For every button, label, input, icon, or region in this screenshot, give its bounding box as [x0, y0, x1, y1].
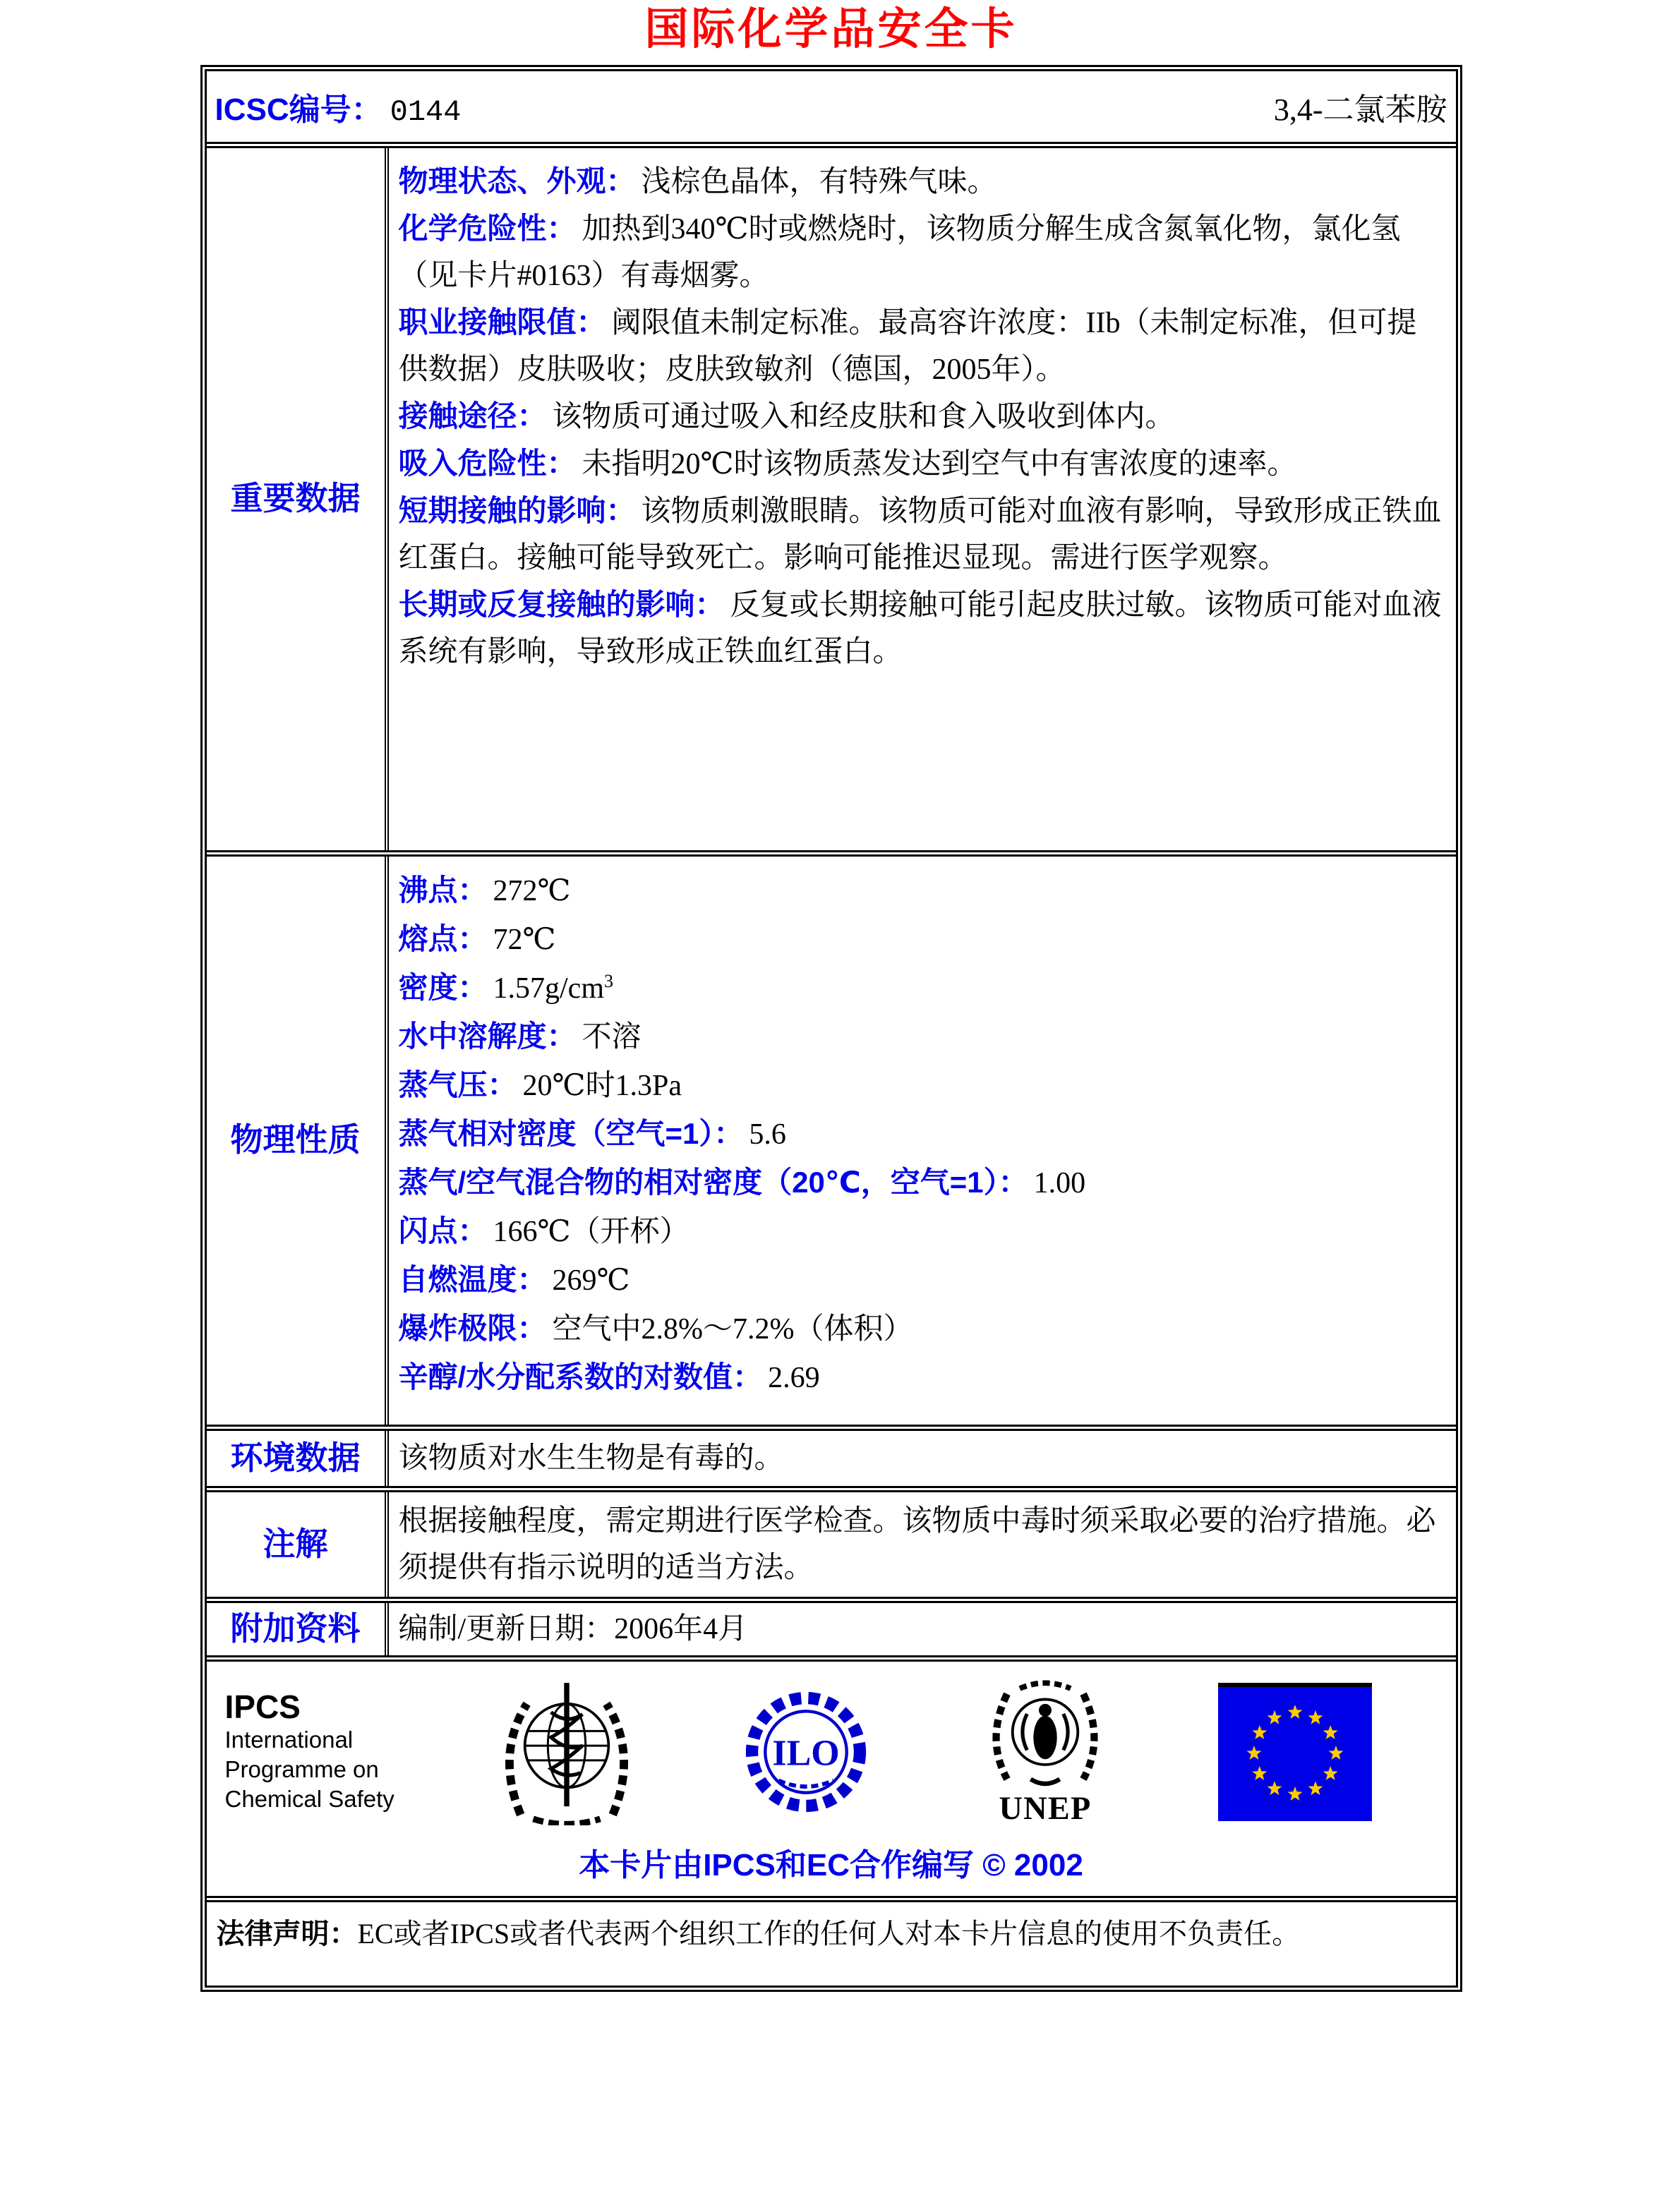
icsc-number-group — [215, 84, 462, 129]
caption-text: 本卡片由IPCS和EC合作编写 — [579, 1847, 975, 1882]
additional-info-content — [389, 1603, 1456, 1655]
item-label: 水中溶解度： — [398, 1019, 577, 1053]
item-label: 接触途径： — [398, 399, 547, 433]
physical-item — [399, 964, 1443, 1013]
item-label: 沸点： — [398, 873, 488, 907]
section-label-notes: 注解 — [263, 1525, 328, 1562]
item-text: 269℃ — [552, 1264, 630, 1297]
item-text: 该物质刺激眼睛。该物质可能对血液有影响，导致形成正铁血红蛋白。接触可能导致死亡。影响可能推迟显现。需进行医学观察。 — [398, 495, 1442, 574]
item-label: 密度： — [398, 970, 488, 1004]
item-text: 该物质可通过吸入和经皮肤和食入吸收到体内。 — [552, 400, 1175, 433]
environmental-data-label-cell — [207, 1431, 389, 1486]
additional-info-label-cell — [207, 1603, 389, 1655]
icsc-number-value: 0144 — [390, 95, 462, 129]
notes-row — [207, 1486, 1456, 1597]
important-item — [399, 393, 1443, 440]
physical-item — [399, 1353, 1443, 1402]
important-item — [399, 581, 1443, 675]
item-label: 短期接触的影响： — [398, 493, 636, 527]
update-date-label: 编制/更新日期： — [398, 1612, 615, 1645]
item-text: 空气中2.8%～7.2%（体积） — [552, 1312, 913, 1346]
important-item — [399, 299, 1443, 393]
item-text: 反复或长期接触可能引起皮肤过敏。该物质可能对血液系统有影响，导致形成正铁血红蛋白。 — [398, 588, 1442, 668]
section-label-important: 重要数据 — [230, 480, 361, 517]
item-text: 阈限值未制定标准。最高容许浓度：IIb（未制定标准，但可提供数据）皮肤吸收；皮肤致敏剂（德国，2005年）。 — [398, 306, 1417, 386]
section-label-physical: 物理性质 — [230, 1121, 361, 1159]
page-title: 国际化学品安全卡 — [644, 6, 1018, 54]
item-label: 蒸气压： — [398, 1068, 517, 1101]
physical-item — [399, 1013, 1443, 1061]
physical-item — [399, 1305, 1443, 1353]
item-label: 熔点： — [398, 921, 488, 955]
item-label: 闪点： — [398, 1214, 488, 1247]
item-text: 72℃ — [493, 923, 556, 956]
item-text: 1.57g/cm — [493, 972, 604, 1005]
important-item — [399, 488, 1443, 581]
item-text: 20℃时1.3Pa — [522, 1069, 682, 1102]
important-data-content — [389, 148, 1456, 850]
important-item — [399, 205, 1443, 299]
item-text: 加热到340℃时或燃烧时，该物质分解生成含氮氧化物，氯化氢（见卡片#0163）有毒烟雾。 — [398, 212, 1401, 292]
icsc-number-label: ICSC编号： — [215, 92, 383, 127]
eu-flag-icon — [1218, 1683, 1372, 1821]
unep-letters: UNEP — [999, 1790, 1092, 1827]
ipcs-line1: International — [224, 1726, 354, 1753]
item-text: 166℃（开杯） — [493, 1215, 690, 1248]
header-row — [207, 71, 1456, 142]
legal-notice-row — [207, 1896, 1456, 1986]
physical-properties-label-cell — [207, 857, 389, 1425]
who-emblem-icon — [504, 1679, 630, 1825]
physical-item — [399, 1110, 1443, 1159]
physical-item — [399, 1207, 1443, 1256]
notes-label-cell — [207, 1492, 389, 1597]
update-date-item — [399, 1606, 748, 1652]
ipcs-acronym: IPCS — [224, 1688, 301, 1726]
icsc-safety-card-page — [0, 3, 1662, 2212]
density-superscript: 3 — [604, 970, 613, 991]
environmental-data-row — [207, 1425, 1456, 1486]
notes-content — [389, 1492, 1456, 1597]
ipcs-text-block — [225, 1689, 395, 1814]
item-label: 物理状态、外观： — [398, 164, 636, 198]
section-label-environment: 环境数据 — [230, 1439, 361, 1476]
chemical-name: 3,4-二氯苯胺 — [1273, 92, 1447, 127]
physical-item — [399, 866, 1443, 915]
item-label: 化学危险性： — [398, 211, 577, 245]
icsc-card-table — [200, 65, 1462, 1992]
physical-item — [399, 1159, 1443, 1207]
footer-caption — [207, 1839, 1456, 1885]
organizations-row — [207, 1655, 1456, 1896]
physical-item — [399, 915, 1443, 964]
important-data-row — [207, 142, 1456, 850]
logo-band — [207, 1674, 1456, 1830]
item-text: 1.00 — [1033, 1166, 1086, 1199]
important-item — [399, 158, 1443, 205]
legal-notice-text: EC或者IPCS或者代表两个组织工作的任何人对本卡片信息的使用不负责任。 — [357, 1917, 1301, 1950]
environmental-data-content — [389, 1431, 1456, 1486]
physical-item — [399, 1061, 1443, 1110]
item-text: 2.69 — [768, 1361, 820, 1394]
important-data-label-cell — [207, 148, 389, 850]
item-text: 未指明20℃时该物质蒸发达到空气中有害浓度的速率。 — [582, 447, 1297, 481]
copyright-text: © 2002 — [982, 1847, 1083, 1882]
update-date-value: 2006年4月 — [614, 1612, 748, 1645]
item-text: 不溶 — [582, 1020, 642, 1053]
item-label: 职业接触限值： — [398, 305, 606, 339]
item-label: 长期或反复接触的影响： — [398, 587, 725, 621]
environment-text: 该物质对水生生物是有毒的。 — [398, 1442, 784, 1475]
ipcs-line2: Programme on — [224, 1755, 379, 1782]
section-label-additional: 附加资料 — [230, 1609, 361, 1647]
ipcs-line3: Chemical Safety — [224, 1785, 395, 1812]
item-label: 自燃温度： — [398, 1262, 547, 1296]
item-label: 吸入危险性： — [398, 446, 577, 480]
item-label: 蒸气相对密度（空气=1）： — [398, 1116, 744, 1150]
important-item — [399, 440, 1443, 488]
item-text: 5.6 — [749, 1118, 786, 1151]
item-label: 辛醇/水分配系数的对数值： — [398, 1360, 763, 1394]
physical-item — [399, 1256, 1443, 1305]
additional-info-row — [207, 1597, 1456, 1655]
item-text: 272℃ — [493, 874, 571, 907]
physical-properties-row — [207, 850, 1456, 1425]
legal-notice-label: 法律声明： — [216, 1918, 358, 1950]
item-text: 浅棕色晶体，有特殊气味。 — [641, 165, 997, 198]
unep-emblem-icon — [982, 1674, 1109, 1830]
notes-text: 根据接触程度，需定期进行医学检查。该物质中毒时须采取必要的治疗措施。必须提供有指示说明的适当方法。 — [398, 1504, 1436, 1584]
ilo-emblem-icon — [740, 1681, 872, 1823]
item-label: 爆炸极限： — [398, 1311, 547, 1345]
item-label: 蒸气/空气混合物的相对密度（20℃，空气=1）： — [398, 1165, 1028, 1199]
physical-properties-content — [389, 857, 1456, 1425]
ilo-letters: ILO — [771, 1733, 840, 1774]
